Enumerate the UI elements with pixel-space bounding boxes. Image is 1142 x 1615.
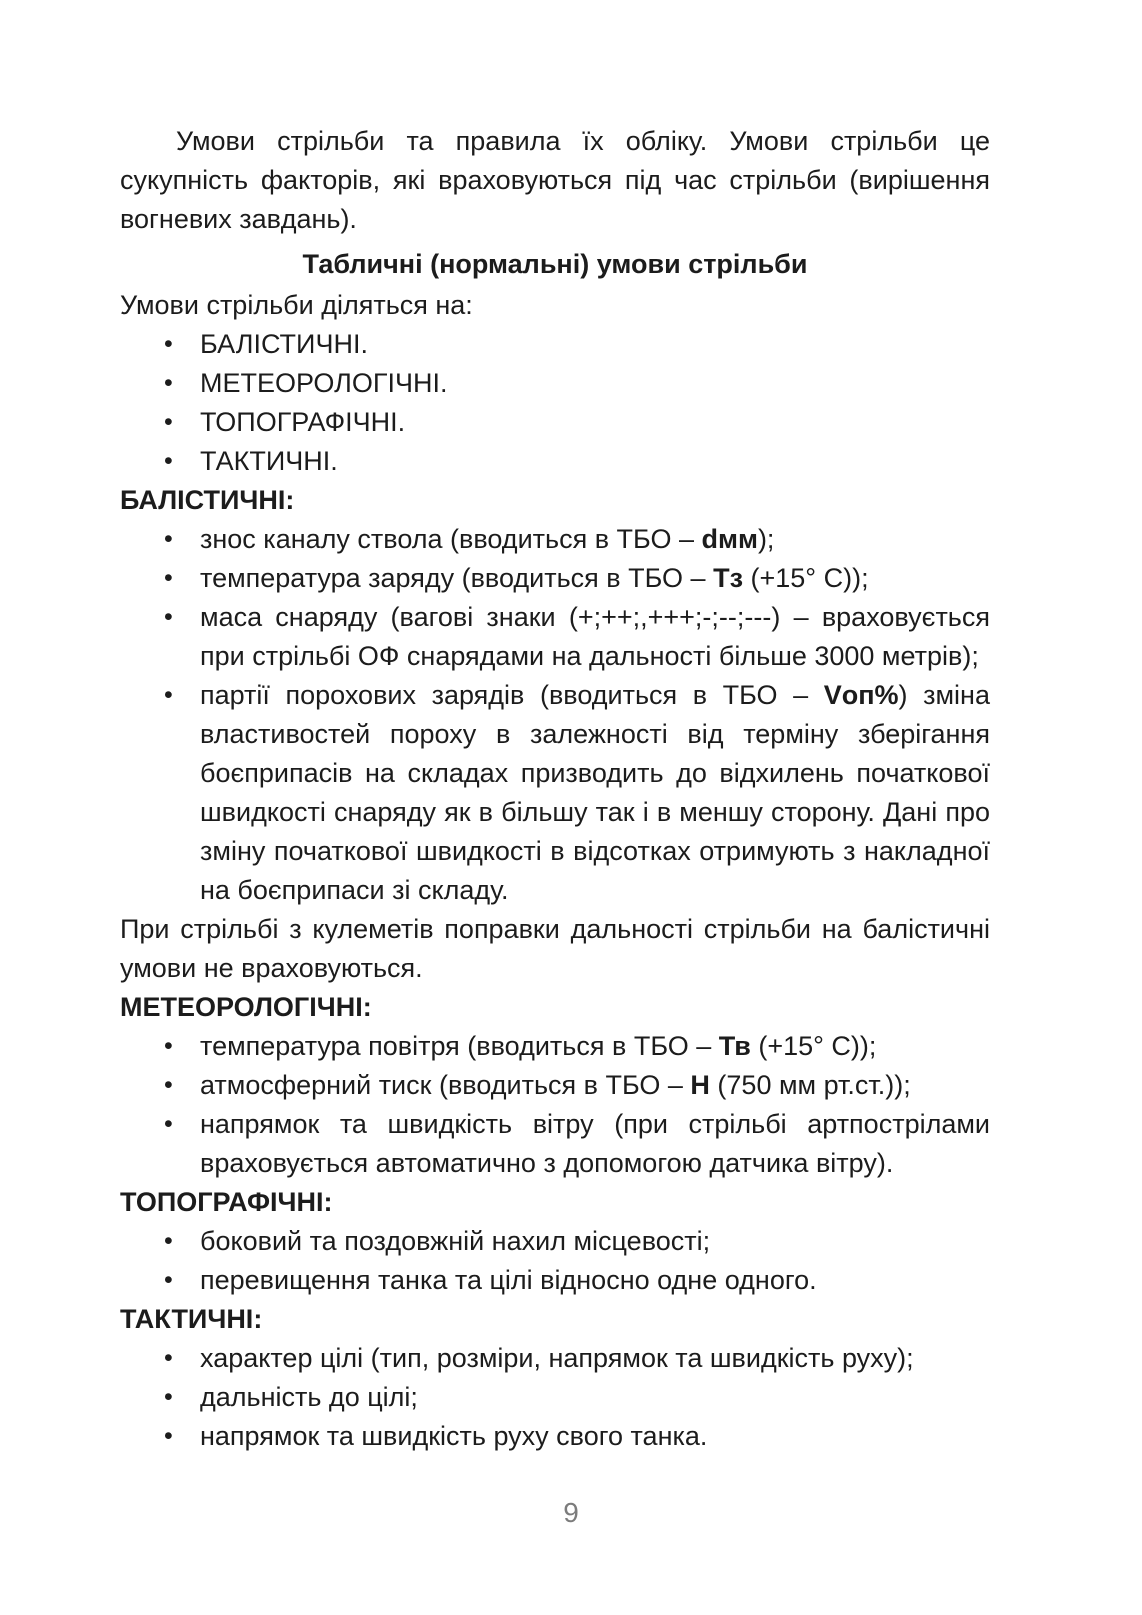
- text-run: ) зміна властивостей пороху в залежності від терміну зберігання боєприпасів на складах призводить до відхилень початкової швидкості снаряду як в більшу так і в меншу сторону. Дані про зміну початкової швидкості в відсотках отримують з накладної на боєприпаси зі складу.: [200, 680, 990, 905]
- paragraph: [120, 910, 990, 988]
- bullet-icon: •: [164, 447, 173, 475]
- text-run: МЕТЕОРОЛОГІЧНІ.: [200, 368, 448, 398]
- list-item-text: [200, 1261, 990, 1300]
- list-item: [120, 1066, 990, 1105]
- list-item: [120, 676, 990, 910]
- text-run: ТАКТИЧНІ.: [200, 446, 338, 476]
- paragraph: [120, 122, 990, 239]
- bullet-icon: •: [164, 1344, 173, 1372]
- text-run: дальність до цілі;: [200, 1382, 418, 1412]
- list-item: [120, 403, 990, 442]
- text-run: Умови стрільби та правила їх обліку. Умови стрільби це сукупність факторів, які враховуються під час стрільби (вирішення вогневих завдань).: [120, 126, 990, 234]
- text-run: перевищення танка та цілі відносно одне одного.: [200, 1265, 817, 1295]
- bullet-icon: •: [164, 1071, 173, 1099]
- list-item: [120, 559, 990, 598]
- list-item-text: [200, 1105, 990, 1183]
- text-run: напрямок та швидкість руху свого танка.: [200, 1421, 708, 1451]
- document-content: [120, 122, 990, 1456]
- text-run: маса снаряду (вагові знаки (+;++;,+++;-;--;---) – враховується при стрільбі ОФ снарядами на дальності більше 3000 метрів);: [200, 602, 990, 671]
- bullet-icon: •: [164, 1227, 173, 1255]
- bullet-icon: •: [164, 1110, 173, 1138]
- bullet-icon: •: [164, 603, 173, 631]
- text-run: температура заряду (вводиться в ТБО –: [200, 563, 714, 593]
- list-item-text: [200, 1339, 990, 1378]
- text-run: боковий та поздовжній нахил місцевості;: [200, 1226, 711, 1256]
- text-run: температура повітря (вводиться в ТБО –: [200, 1031, 719, 1061]
- bullet-icon: •: [164, 681, 173, 709]
- list-item: [120, 1417, 990, 1456]
- bullet-icon: •: [164, 1266, 173, 1294]
- list-item-text: [200, 442, 990, 481]
- bullet-icon: •: [164, 525, 173, 553]
- bullet-icon: •: [164, 369, 173, 397]
- list-item: [120, 1105, 990, 1183]
- bold-text-run: МЕТЕОРОЛОГІЧНІ:: [120, 992, 372, 1022]
- list-item-text: [200, 364, 990, 403]
- bold-text-run: Тз: [713, 563, 743, 593]
- text-run: партії порохових зарядів (вводиться в ТБО –: [200, 680, 824, 710]
- text-run: атмосферний тиск (вводиться в ТБО –: [200, 1070, 691, 1100]
- bold-text-run: ТАКТИЧНІ:: [120, 1304, 263, 1334]
- bold-text-run: ТОПОГРАФІЧНІ:: [120, 1187, 333, 1217]
- paragraph: [120, 481, 990, 520]
- list-item-text: [200, 598, 990, 676]
- bullet-icon: •: [164, 330, 173, 358]
- text-run: характер цілі (тип, розміри, напрямок та швидкість руху);: [200, 1343, 914, 1373]
- list-item: [120, 598, 990, 676]
- text-run: напрямок та швидкість вітру (при стрільбі артпострілами враховується автоматично з допомогою датчика вітру).: [200, 1109, 990, 1178]
- list-item-text: [200, 1222, 990, 1261]
- text-run: При стрільбі з кулеметів поправки дальності стрільби на балістичні умови не враховуються.: [120, 914, 990, 983]
- bold-text-run: dмм: [701, 524, 758, 554]
- list-item-text: [200, 1066, 990, 1105]
- text-run: БАЛІСТИЧНІ.: [200, 329, 368, 359]
- list-item-text: [200, 520, 990, 559]
- text-run: знос каналу ствола (вводиться в ТБО –: [200, 524, 702, 554]
- bold-text-run: БАЛІСТИЧНІ:: [120, 485, 295, 515]
- list-item-text: [200, 325, 990, 364]
- bullet-icon: •: [164, 408, 173, 436]
- bullet-icon: •: [164, 1032, 173, 1060]
- list-item: [120, 1339, 990, 1378]
- list-item: [120, 1222, 990, 1261]
- list-item: [120, 325, 990, 364]
- bullet-icon: •: [164, 1422, 173, 1450]
- bold-text-run: Табличні (нормальні) умови стрільби: [302, 249, 808, 279]
- text-run: (+15° С));: [743, 563, 869, 593]
- bold-text-run: Тв: [718, 1031, 751, 1061]
- list-item-text: [200, 1417, 990, 1456]
- list-item: [120, 1261, 990, 1300]
- bold-text-run: Н: [690, 1070, 710, 1100]
- list-item-text: [200, 676, 990, 910]
- bold-text-run: Vоп%: [823, 680, 899, 710]
- bullet-icon: •: [164, 564, 173, 592]
- paragraph: [120, 286, 990, 325]
- text-run: );: [757, 524, 775, 554]
- list-item-text: [200, 403, 990, 442]
- paragraph: [120, 988, 990, 1027]
- list-item-text: [200, 559, 990, 598]
- list-item: [120, 1378, 990, 1417]
- text-run: (+15° С));: [750, 1031, 877, 1061]
- list-item: [120, 364, 990, 403]
- list-item: [120, 520, 990, 559]
- list-item-text: [200, 1027, 990, 1066]
- page-number: 9: [563, 1497, 579, 1528]
- paragraph: [120, 1300, 990, 1339]
- paragraph: [120, 1183, 990, 1222]
- list-item-text: [200, 1378, 990, 1417]
- list-item: [120, 442, 990, 481]
- page-footer: [0, 1497, 1142, 1529]
- list-item: [120, 1027, 990, 1066]
- text-run: ТОПОГРАФІЧНІ.: [200, 407, 406, 437]
- text-run: (750 мм рт.ст.));: [709, 1070, 911, 1100]
- bullet-icon: •: [164, 1383, 173, 1411]
- section-heading: [120, 245, 990, 284]
- text-run: Умови стрільби діляться на:: [120, 290, 473, 320]
